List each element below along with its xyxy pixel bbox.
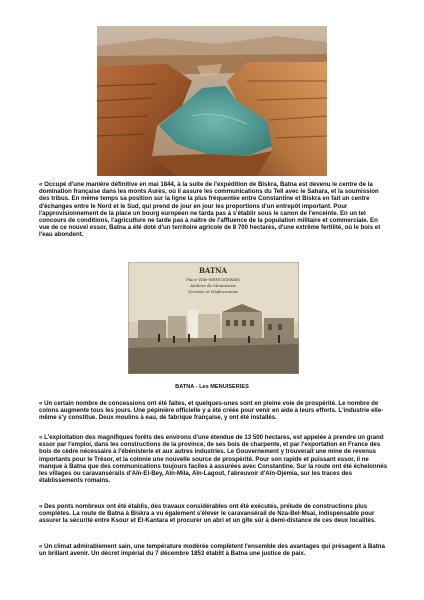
paragraph-5: « Un climat admirablement sain, une température modérée complètent l'ensemble des avantages qui présagent à Batna un brillant avenir. Un décret impérial du 7 décembre 1853 établit à Batna une justice de paix. [39, 543, 385, 558]
paragraph-4: « Des ponts nombreux ont été établis, des travaux considérables ont été exécutés, prélude de constructions plus complètes. La route de Batna à Biskra a vu également s'élever le caravansérail de Nza-Bel-Msai, indispensable pour assurer la sécurité entre Ksour et El-Kantara et procurer un abri et un gîte sûr à demi-distance de ces deux localités. [39, 503, 376, 525]
postcard-caption: BATNA - Les MENUISERIES [175, 384, 249, 390]
postcard-title: BATNA [198, 266, 228, 275]
canyon-photo [97, 26, 327, 176]
postcard-line-2: Ateliers de Menuiserie [189, 283, 237, 288]
paragraph-1: « Occupé d'une manière définitive en mai 1844, à la suite de l'expédition de Biskra, Batna est devenu le centre de la domination française dans les monts Aurès, où il assure les communications du Tell avec le Sahara, et la soumission des tribus. En même temps sa position sur la ligne la plus fréquentée entre Constantine et Biskra en fait un centre d'échanges entre le Nord et le Sud, qui prend de jour en jour les proportions d'un entrepôt important. Pour l'approvisionnement de la place un bourg européen ne tarda pas à s'établir sous le canon de l'enceinte. En un tel concours de conditions, l'agriculture ne tarde pas à naître de l'affluence de la population militaire et commerciale. En vue de ce nouvel essor, Batna a été doté d'un territoire agricole de 8 700 hectares, d'une extrême fertilité, où le bois et l'eau abondent. [39, 181, 381, 239]
paragraph-3: « L'exploitation des magnifiques forêts des environs d'une étendue de 13 500 hectares, est appelée à prendre un grand essor par l'emploi, dans les constructions de la province, de ses bois de charpente, et par l'exportation en France des bois de cèdre nécessaire à l'ébénisterie et aux autres industries. Le Gouvernement y trouverait une mine de revenus importants pour le Trésor, et la colonie une nouvelle source de prospérité. Pour son rapide et puissant essor, il ne manque à Batna que des communications toujours faciles à assurées avec Constantine. Sur la route ont été échelonnés les villages ou caravansérails d'Aïn-El-Bey, Aïn-Mila, Aïn-Lagout, l'abreuvoir d'Aïn-Djemia, sur les traces des établissements romains. [39, 434, 388, 485]
paragraph-2: « Un certain nombre de concessions ont été faites, et quelques-unes sont en pleine voie de prospérité. Le nombre de colons augmente tous les jours. Une pépinière officielle y a été créée pour venir en aide à leurs efforts. L'industrie elle-même s'y constitue. Deux moulins à eau, de fabrique française, y ont été installés. [39, 400, 384, 422]
postcard-line-1: Place Ville-MENUISERIES [186, 277, 240, 282]
postcard-photo [128, 262, 299, 374]
postcard-line-3: Scieries et Déplacement [188, 289, 238, 294]
